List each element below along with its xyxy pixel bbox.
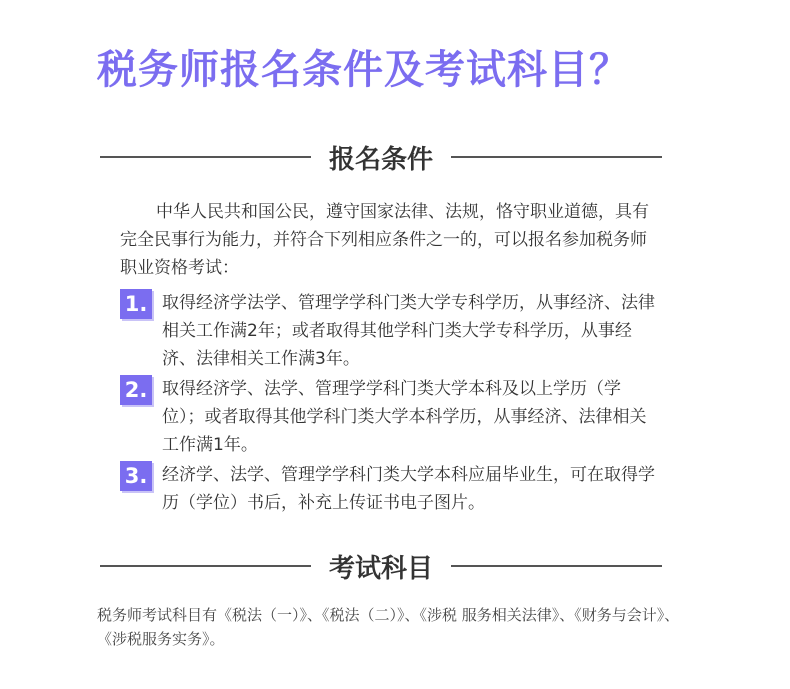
condition-text: 经济学、法学、管理学学科门类大学本科应届毕业生，可在取得学历（学位）书后，补充上传证书电子图片。	[162, 465, 655, 513]
number-badge: 1.	[120, 289, 152, 319]
condition-text: 取得经济学、法学、管理学学科门类大学本科及以上学历（学位）；或者取得其他学科门类大学本科学历，从事经济、法律相关工作满1年。	[162, 379, 647, 455]
condition-item	[120, 375, 665, 459]
section-header-registration	[100, 137, 662, 177]
divider-left	[100, 565, 311, 567]
intro-paragraph: 中华人民共和国公民，遵守国家法律、法规，恪守职业道德，具有完全民事行为能力，并符合下列相应条件之一的，可以报名参加税务师职业资格考试：	[120, 202, 649, 278]
condition-item	[120, 461, 665, 517]
page-title: 税务师报名条件及考试科目？	[97, 47, 630, 93]
condition-item	[120, 289, 665, 373]
section-header-subjects	[100, 546, 662, 586]
condition-text: 取得经济学法学、管理学学科门类大学专科学历，从事经济、法律相关工作满2年；或者取得其他学科门类大学专科学历，从事经济、法律相关工作满3年。	[162, 293, 655, 369]
number-badge: 3.	[120, 461, 152, 491]
section-title-registration: 报名条件	[329, 144, 434, 175]
divider-right	[451, 565, 662, 567]
divider-right	[451, 156, 662, 158]
divider-left	[100, 156, 311, 158]
number-badge: 2.	[120, 375, 152, 405]
subjects-paragraph: 税务师考试科目有《税法（一）》、《税法（二）》、《涉税 服务相关法律》、《财务与会计》、《涉税服务实务》。	[97, 606, 680, 648]
section-title-subjects: 考试科目	[329, 553, 434, 584]
